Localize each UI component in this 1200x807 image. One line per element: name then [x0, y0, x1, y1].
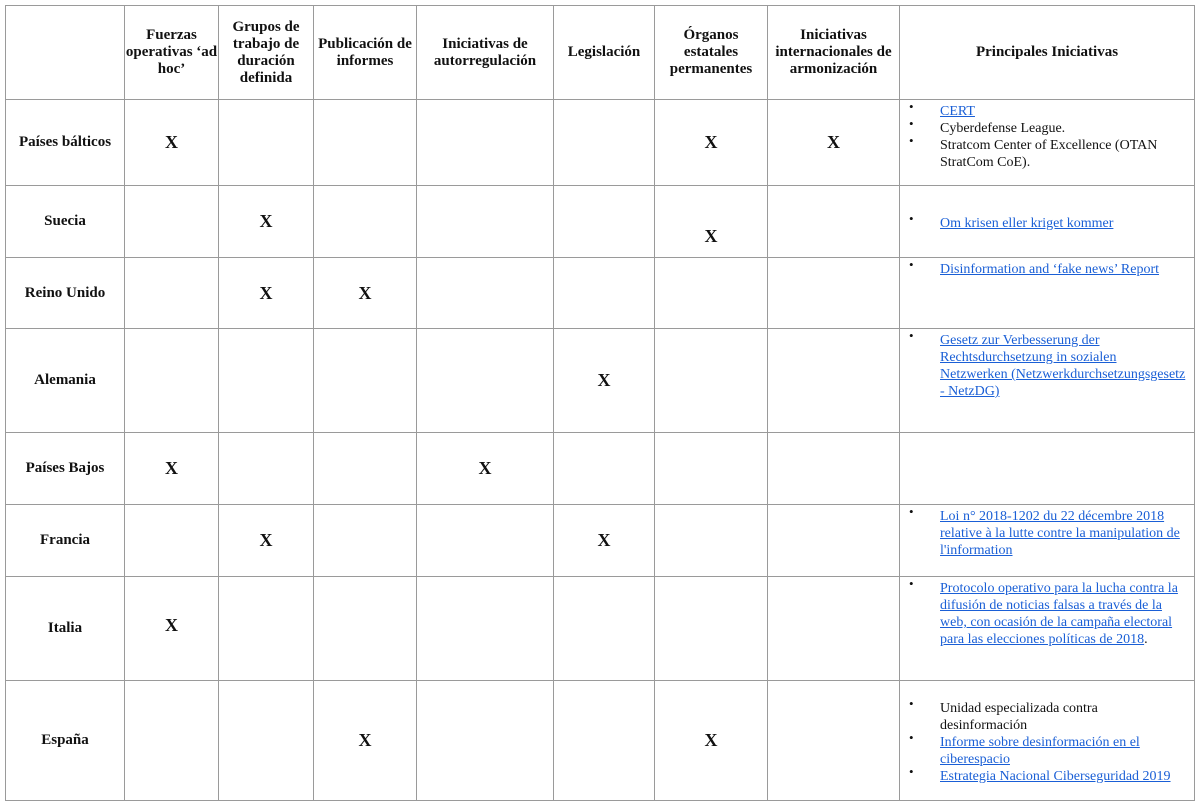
mark-cell: X [314, 681, 417, 801]
mark-cell [417, 505, 554, 577]
mark-cell [655, 433, 768, 505]
country-cell: Países bálticos [6, 100, 125, 186]
list-item [940, 332, 1186, 400]
table-row [6, 505, 1195, 577]
country-cell: Reino Unido [6, 258, 125, 329]
country-cell: Países Bajos [6, 433, 125, 505]
initiatives-list [908, 508, 1186, 559]
initiatives-list [908, 580, 1186, 648]
mark-cell [219, 329, 314, 433]
table-row [6, 100, 1195, 186]
initiative-link[interactable]: Protocolo operativo para la lucha contra la difusión de noticias falsas a través de la web, con ocasión de la campaña electoral para las elecciones políticas de 2018 [940, 581, 1178, 647]
mark-cell [125, 505, 219, 577]
mark-cell: X [655, 681, 768, 801]
header-fuerzas-operativas: Fuerzas operativas ‘ad hoc’ [125, 6, 219, 100]
mark-cell: X [219, 258, 314, 329]
list-item [940, 261, 1186, 278]
initiatives-cell [900, 505, 1195, 577]
mark-cell: X [219, 505, 314, 577]
country-cell: España [6, 681, 125, 801]
table-row [6, 433, 1195, 505]
initiatives-list [908, 261, 1186, 278]
initiative-link[interactable]: Estrategia Nacional Ciberseguridad 2019 [940, 768, 1171, 784]
mark-cell [314, 329, 417, 433]
header-autorregulacion: Iniciativas de autorregulación [417, 6, 554, 100]
mark-cell [768, 186, 900, 258]
table-row [6, 258, 1195, 329]
table-row [6, 577, 1195, 681]
initiatives-cell [900, 577, 1195, 681]
mark-cell [417, 329, 554, 433]
mark-cell [768, 505, 900, 577]
initiative-suffix: . [1144, 632, 1148, 647]
table-row [6, 186, 1195, 258]
mark-cell: X [125, 433, 219, 505]
table-row [6, 681, 1195, 801]
mark-cell: X [554, 505, 655, 577]
header-row [6, 6, 1195, 100]
mark-cell [125, 186, 219, 258]
mark-cell [655, 505, 768, 577]
mark-cell [125, 258, 219, 329]
initiatives-cell [900, 433, 1195, 505]
header-principales-iniciativas: Principales Iniciativas [900, 6, 1195, 100]
mark-cell [768, 329, 900, 433]
list-item [940, 103, 1186, 120]
mark-cell [417, 100, 554, 186]
initiatives-cell [900, 186, 1195, 258]
list-item [940, 215, 1186, 232]
list-item [940, 508, 1186, 559]
mark-cell [417, 186, 554, 258]
mark-cell: X [125, 100, 219, 186]
mark-cell [554, 186, 655, 258]
header-publicacion-informes: Publicación de informes [314, 6, 417, 100]
mark-cell: X [125, 577, 219, 681]
initiatives-list [908, 215, 1186, 232]
list-item [940, 137, 1186, 171]
initiatives-list [908, 700, 1186, 785]
mark-cell: X [219, 186, 314, 258]
mark-cell [314, 433, 417, 505]
initiatives-cell [900, 329, 1195, 433]
initiative-text: Stratcom Center of Excellence (OTAN StratCom CoE). [940, 138, 1158, 170]
list-item [940, 580, 1186, 648]
initiative-link[interactable]: Loi n° 2018-1202 du 22 décembre 2018 relative à la lutte contre la manipulation de l'information [940, 509, 1180, 558]
header-legislacion: Legislación [554, 6, 655, 100]
initiatives-cell [900, 681, 1195, 801]
mark-cell [417, 577, 554, 681]
mark-cell [219, 577, 314, 681]
initiatives-cell [900, 258, 1195, 329]
initiative-link[interactable]: CERT [940, 104, 975, 119]
mark-cell: X [314, 258, 417, 329]
list-item [940, 734, 1186, 768]
initiative-text: Unidad especializada contra desinformación [940, 700, 1098, 733]
initiatives-list [908, 332, 1186, 400]
mark-cell [554, 258, 655, 329]
mark-cell [768, 577, 900, 681]
list-item [940, 700, 1186, 734]
initiative-link[interactable]: Gesetz zur Verbesserung der Rechtsdurchsetzung in sozialen Netzwerken (Netzwerkdurchsetzungsgesetz - NetzDG) [940, 333, 1186, 399]
mark-cell [314, 505, 417, 577]
mark-cell [554, 577, 655, 681]
mark-cell [314, 577, 417, 681]
header-grupos-de-trabajo: Grupos de trabajo de duración definida [219, 6, 314, 100]
mark-cell [417, 681, 554, 801]
mark-cell [314, 186, 417, 258]
list-item [940, 768, 1186, 785]
mark-cell [125, 329, 219, 433]
header-iniciativas-internacionales: Iniciativas internacionales de armonización [768, 6, 900, 100]
mark-cell [219, 681, 314, 801]
mark-cell: X [417, 433, 554, 505]
country-cell: Italia [6, 577, 125, 681]
mark-cell [554, 100, 655, 186]
mark-cell: X [655, 186, 768, 258]
country-cell: Suecia [6, 186, 125, 258]
mark-cell [768, 681, 900, 801]
mark-cell [655, 577, 768, 681]
header-organos-estatales: Órganos estatales permanentes [655, 6, 768, 100]
initiatives-cell [900, 100, 1195, 186]
mark-cell [655, 329, 768, 433]
list-item [940, 120, 1186, 137]
comparison-table [5, 5, 1195, 801]
mark-cell [417, 258, 554, 329]
country-cell: Alemania [6, 329, 125, 433]
initiative-text: Cyberdefense League. [940, 121, 1066, 136]
mark-cell [314, 100, 417, 186]
table-row [6, 329, 1195, 433]
mark-cell [655, 258, 768, 329]
initiative-link[interactable]: Om krisen eller kriget kommer [940, 215, 1114, 231]
mark-cell [768, 433, 900, 505]
country-cell: Francia [6, 505, 125, 577]
header-empty [6, 6, 125, 100]
mark-cell [554, 433, 655, 505]
initiative-link[interactable]: Disinformation and ‘fake news’ Report [940, 262, 1160, 277]
mark-cell: X [768, 100, 900, 186]
initiative-link[interactable]: Informe sobre desinformación en el ciberespacio [940, 734, 1140, 767]
mark-cell [125, 681, 219, 801]
mark-cell: X [554, 329, 655, 433]
mark-cell: X [655, 100, 768, 186]
mark-cell [219, 100, 314, 186]
mark-cell [554, 681, 655, 801]
initiatives-list [908, 103, 1186, 171]
mark-cell [768, 258, 900, 329]
mark-cell [219, 433, 314, 505]
